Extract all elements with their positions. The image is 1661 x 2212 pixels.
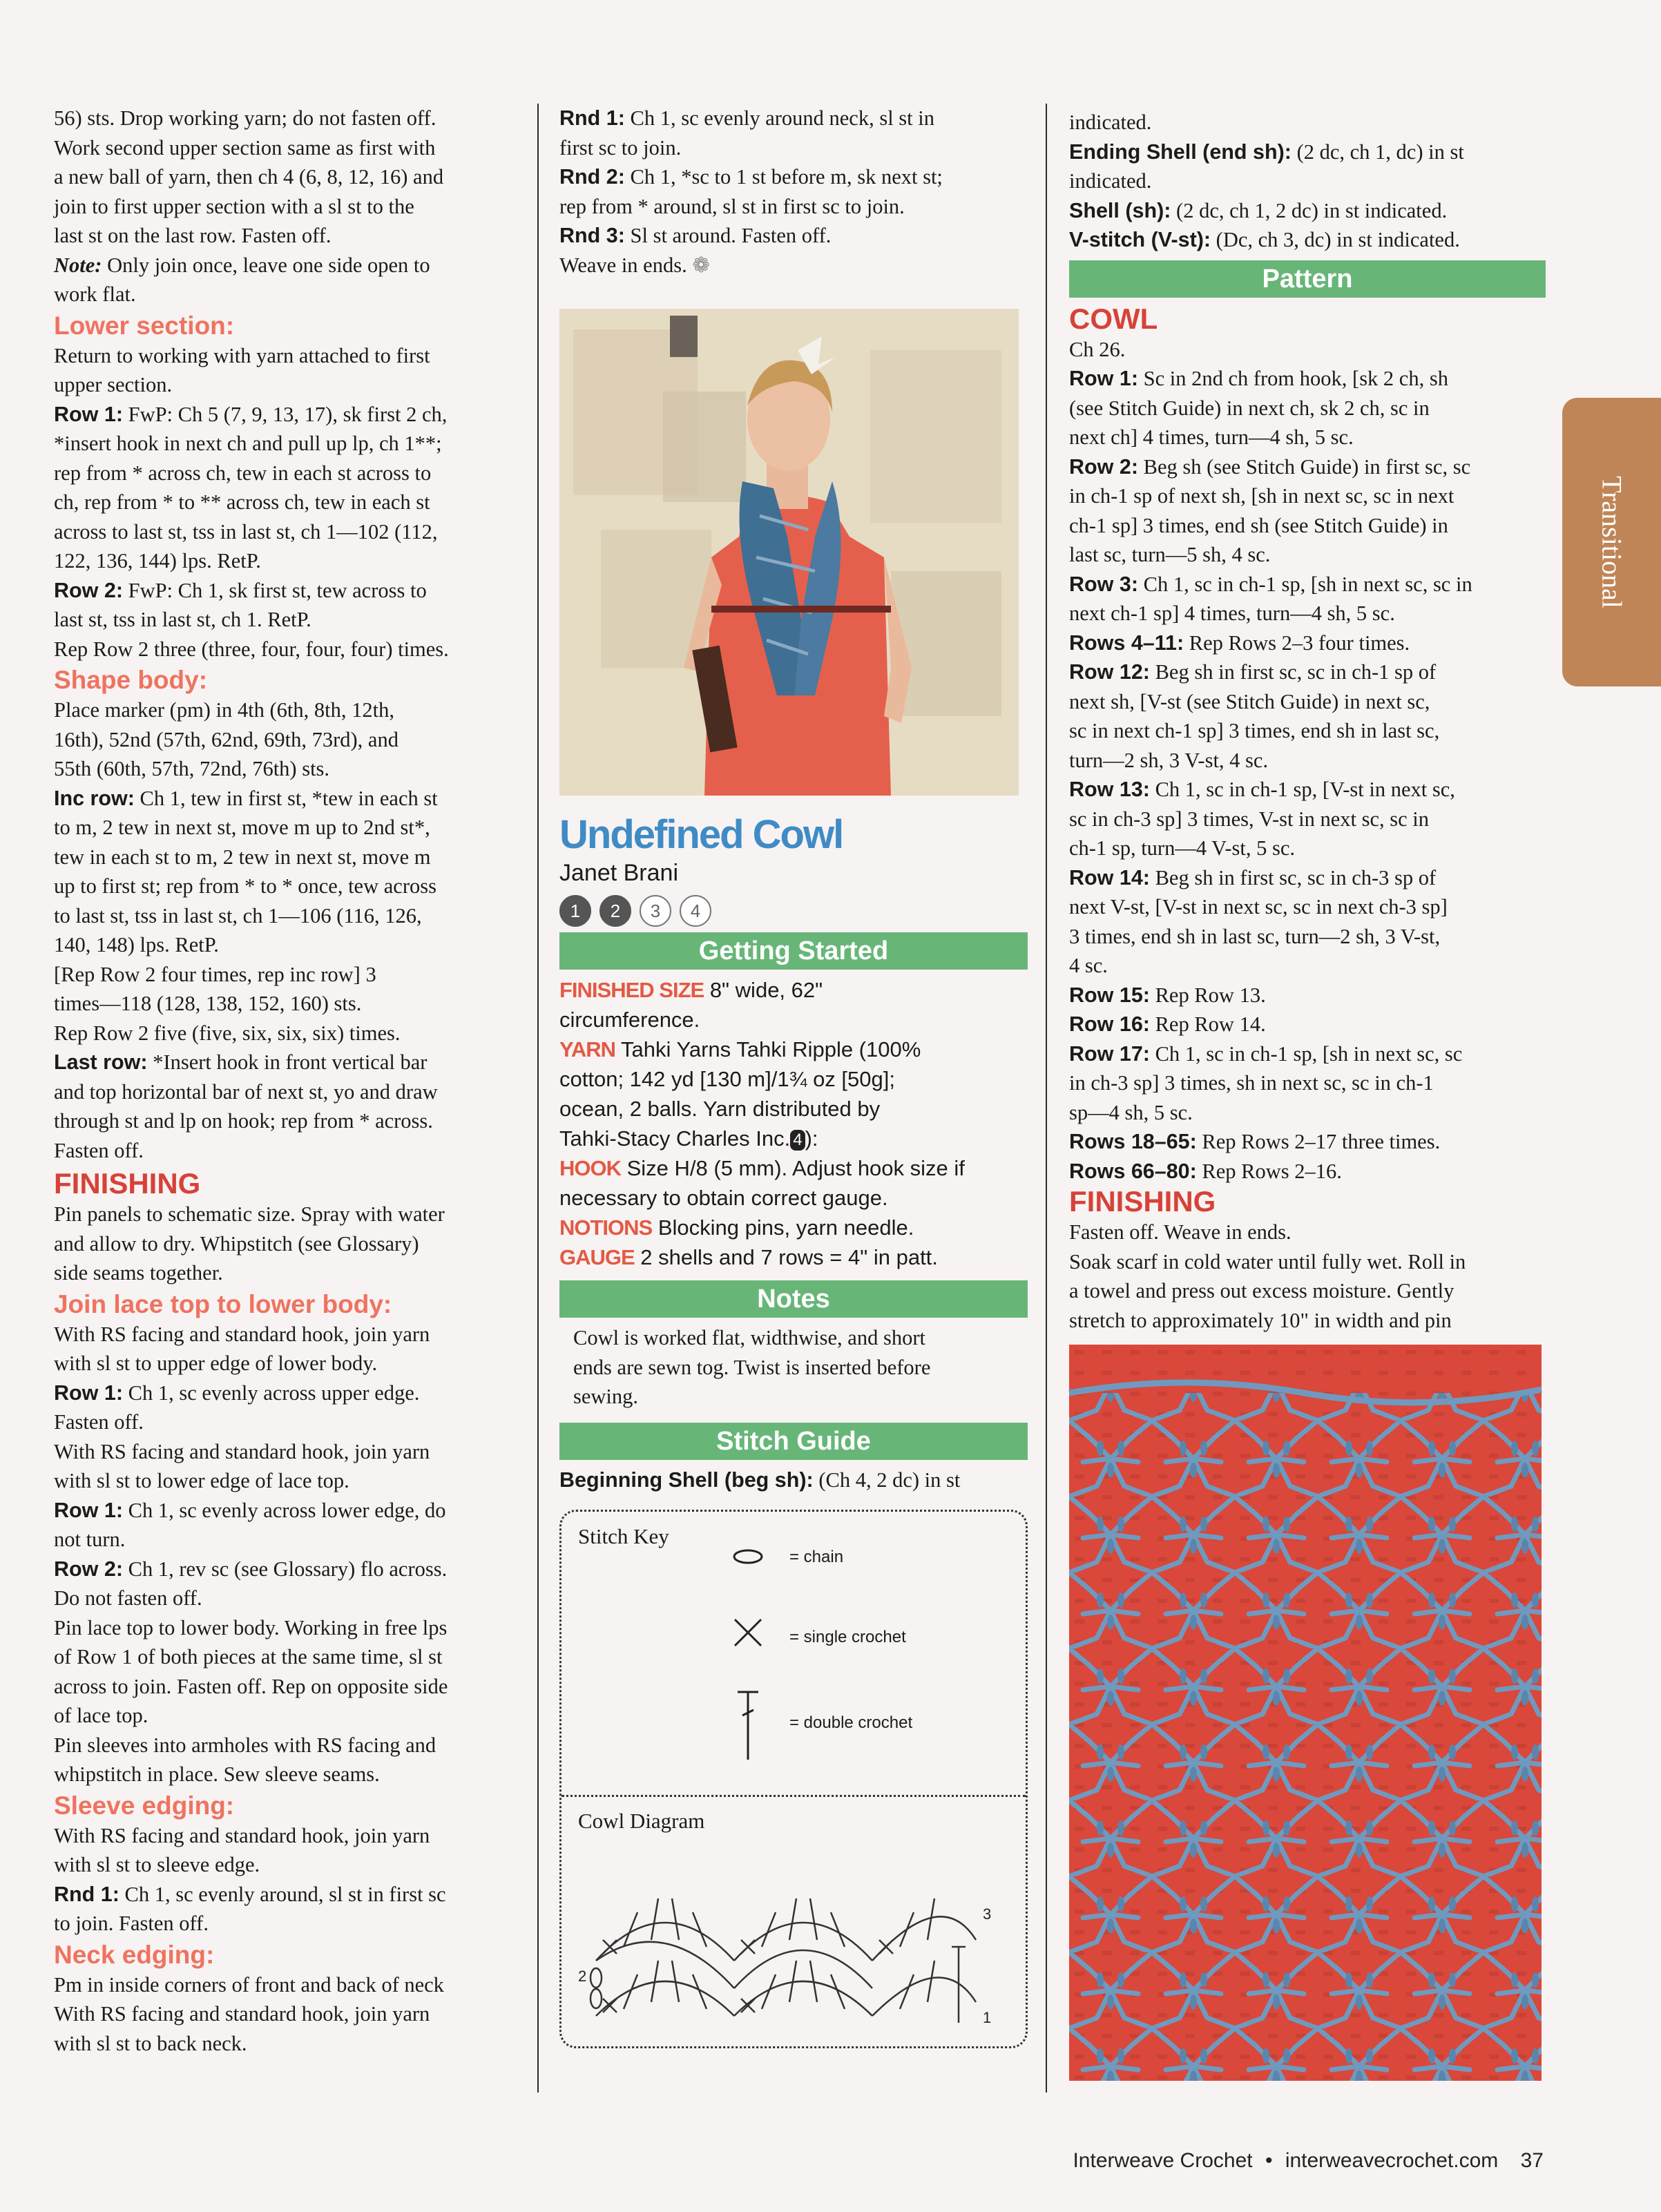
text-line: with sl st to lower edge of lace top. <box>54 1469 349 1492</box>
text-line: 16th), 52nd (57th, 62nd, 69th, 73rd), and <box>54 727 399 751</box>
neck-rnd-2 <box>559 162 1028 221</box>
text-line: up to first st; rep from * to * once, tew across <box>54 874 436 898</box>
text-line: Rep Row 2 three (three, four, four, four) times. <box>54 637 449 661</box>
diagram-row-3-label: 3 <box>983 1905 992 1923</box>
page-footer <box>1073 2149 1544 2173</box>
text-line: Ch 1, sc in ch-1 sp, [sh in next sc, sc in <box>1137 572 1472 596</box>
join-heading: Join lace top to lower body: <box>54 1289 392 1318</box>
key-dc-label: = double crochet <box>789 1713 913 1732</box>
text-line: next ch] 4 times, turn—4 sh, 5 sc. <box>1069 425 1354 449</box>
key-divider <box>561 1795 1026 1797</box>
text-line: Beg sh in first sc, sc in ch-1 sp of <box>1149 660 1437 684</box>
shape-body-text <box>54 695 518 784</box>
text-line: Weave in ends. <box>559 253 687 277</box>
diagram-row-1-label: 1 <box>983 2009 992 2026</box>
designer-name: Janet Brani <box>559 860 678 886</box>
text-line: side seams together. <box>54 1261 223 1285</box>
sleeve-edging-heading: Sleeve edging: <box>54 1791 235 1820</box>
text-line: (Dc, ch 3, dc) in st indicated. <box>1211 228 1460 251</box>
text-line: sewing. <box>573 1385 639 1408</box>
text-line: upper section. <box>54 373 173 396</box>
text-line: Cowl is worked flat, widthwise, and short <box>573 1326 925 1349</box>
lower-intro <box>54 341 518 400</box>
intro-paragraph <box>54 104 518 251</box>
text-line: Ch 1, sc evenly across upper edge. <box>122 1381 420 1405</box>
text-line: next ch-1 sp] 4 times, turn—4 sh, 5 sc. <box>1069 602 1395 625</box>
term-label: V-stitch (V-st): <box>1069 228 1211 251</box>
text-line: to last st, tss in last st, ch 1—106 (116, 126, <box>54 903 422 927</box>
text-line: Place marker (pm) in 4th (6th, 8th, 12th, <box>54 698 394 722</box>
text-line: Fasten off. Weave in ends. <box>1069 1220 1292 1244</box>
text-line: Beg sh in first sc, sc in ch-3 sp of <box>1149 865 1437 889</box>
pattern-title: Undefined Cowl <box>559 812 843 857</box>
text-line: (see Stitch Guide) in next ch, sk 2 ch, sc in <box>1069 396 1430 420</box>
text-line: 8" wide, 62" <box>704 978 823 1002</box>
text-line: with sl st to sleeve edge. <box>54 1853 260 1876</box>
beg-shell-def <box>559 1465 1028 1495</box>
repeat-row-2 <box>54 635 518 664</box>
skill-level-2: 2 <box>599 895 631 927</box>
cowl-swatch-photo[interactable] <box>1069 1345 1542 2081</box>
text-line: ends are sewn tog. Twist is inserted before <box>573 1355 931 1379</box>
key-chain-label: = chain <box>789 1548 844 1566</box>
text-line: rep from * across ch, tew in each st across to <box>54 461 432 485</box>
stitch-key-box <box>559 1510 1028 2048</box>
spec-label: FINISHED SIZE <box>559 978 704 1002</box>
pattern-row <box>1069 775 1546 863</box>
pattern-row <box>1069 452 1546 570</box>
spec-label: YARN <box>559 1037 615 1061</box>
row-label: Row 1: <box>54 1381 123 1405</box>
magazine-name: Interweave Crochet <box>1073 2149 1253 2172</box>
text-line: next sh, [V-st (see Stitch Guide) in next sc, <box>1069 689 1430 713</box>
shell-def <box>1069 196 1546 226</box>
text-line: Rep Rows 2–17 three times. <box>1196 1130 1441 1153</box>
note-paragraph <box>54 251 518 309</box>
pattern-row <box>1069 570 1546 628</box>
lower-row-1 <box>54 400 518 576</box>
text-line: Size H/8 (5 mm). Adjust hook size if <box>621 1156 965 1180</box>
text-line: through st and lp on hook; rep from * across. <box>54 1109 433 1133</box>
single-crochet-symbol-icon <box>731 1615 765 1650</box>
finishing-heading: FINISHING <box>54 1167 201 1200</box>
notes-band: Notes <box>559 1280 1028 1318</box>
row-label: Row 1: <box>1069 367 1138 390</box>
column-rule-1 <box>537 104 539 2093</box>
text-line: indicated. <box>1069 169 1152 193</box>
row-label: Row 2: <box>1069 454 1138 479</box>
text-line: Return to working with yarn attached to first <box>54 343 430 367</box>
text-line: rep from * around, sl st in first sc to join. <box>559 194 905 218</box>
text-line: Rep Row 13. <box>1149 983 1266 1007</box>
cowl-heading: COWL <box>1069 302 1158 335</box>
website-link[interactable]: interweavecrochet.com <box>1285 2149 1499 2172</box>
getting-started-specs <box>559 975 1028 1272</box>
text-line: 3 times, end sh in last sc, turn—2 sh, 3 V-st, <box>1069 924 1441 948</box>
cowl-diagram-title: Cowl Diagram <box>578 1809 705 1833</box>
cowl-model-photo[interactable] <box>559 309 1019 796</box>
text-line: next V-st, [V-st in next sc, sc in next ch-3 sp] <box>1069 895 1448 919</box>
text-line: to join. Fasten off. <box>54 1912 209 1935</box>
text-line: Soak scarf in cold water until fully wet. Roll in <box>1069 1249 1466 1273</box>
neck-text <box>54 1970 518 2059</box>
row-label: Row 1: <box>54 402 123 426</box>
join-row-2 <box>54 1555 518 1789</box>
text-line: work flat. <box>54 282 136 306</box>
text-line: [Rep Row 2 four times, rep inc row] 3 <box>54 962 376 986</box>
text-line: last st, tss in last st, ch 1. RetP. <box>54 608 311 631</box>
ending-shell-def <box>1069 137 1546 196</box>
join-row-1b <box>54 1496 518 1555</box>
model-illustration <box>559 309 1019 796</box>
text-line: Work second upper section same as first with <box>54 135 436 160</box>
text-line: not turn. <box>54 1528 126 1551</box>
indicated-line <box>1069 108 1546 137</box>
text-line: Rep Row 14. <box>1149 1012 1266 1036</box>
neck-rnd-3 <box>559 221 1028 280</box>
pattern-row <box>1069 1010 1546 1039</box>
row-label: Row 2: <box>54 1557 123 1581</box>
column-right <box>1069 108 1546 2081</box>
lower-row-2 <box>54 576 518 635</box>
text-line: Pin panels to schematic size. Spray with water <box>54 1202 445 1226</box>
lace-swatch-illustration <box>1069 1345 1542 2081</box>
text-line: first sc to join. <box>559 135 682 160</box>
foundation-chain: Ch 26. <box>1069 337 1126 361</box>
text-line: to m, 2 tew in next st, move m up to 2nd st*, <box>54 816 430 839</box>
text-line: stretch to approximately 10" in width and pin <box>1069 1308 1452 1332</box>
text-line: with sl st to back neck. <box>54 2031 247 2055</box>
text-line: Rep Rows 2–16. <box>1196 1159 1342 1183</box>
text-line: Tahki Yarns Tahki Ripple (100% <box>615 1037 921 1061</box>
row-label: Rows 66–80: <box>1069 1159 1197 1183</box>
row-label: Row 1: <box>54 1498 123 1522</box>
text-line: sc in ch-3 sp] 3 times, V-st in next sc, sc in <box>1069 807 1430 831</box>
pattern-row <box>1069 1157 1546 1186</box>
text-line: indicated. <box>1069 110 1152 134</box>
text-line: With RS facing and standard hook, join yarn <box>54 1439 430 1463</box>
text-line: (2 dc, ch 1, dc) in st <box>1291 140 1464 164</box>
row-label: Rnd 2: <box>559 165 625 189</box>
section-tab-label: Transitional <box>1596 476 1627 608</box>
row-label: Row 13: <box>1069 778 1150 801</box>
column-rule-2 <box>1046 104 1047 2093</box>
text-line: Ch 1, sc evenly around neck, sl st in <box>624 106 934 130</box>
term-label: Beginning Shell (beg sh): <box>559 1468 814 1492</box>
text-line: 55th (60th, 57th, 72nd, 76th) sts. <box>54 757 330 780</box>
row-label: Row 15: <box>1069 983 1150 1007</box>
vstitch-def <box>1069 225 1546 255</box>
section-tab[interactable] <box>1562 398 1661 686</box>
text-line: across to join. Fasten off. Rep on opposite side <box>54 1674 448 1698</box>
text-line: Ch 1, *sc to 1 st before m, sk next st; <box>624 165 943 189</box>
text-line: Pin sleeves into armholes with RS facing and <box>54 1733 436 1757</box>
text-line: Rep Rows 2–3 four times. <box>1184 631 1410 655</box>
text-line: with sl st to upper edge of lower body. <box>54 1352 378 1375</box>
text-line: a towel and press out excess moisture. Gently <box>1069 1279 1454 1302</box>
spec-label: GAUGE <box>559 1245 635 1269</box>
text-line: and top horizontal bar of next st, yo and draw <box>54 1079 438 1104</box>
row-label: Rows 18–65: <box>1069 1130 1197 1153</box>
pattern-row <box>1069 364 1546 452</box>
row-label: Last row: <box>54 1050 148 1074</box>
finishing-text <box>54 1200 518 1288</box>
pattern-row <box>1069 657 1546 775</box>
text-line: Only join once, leave one side open to <box>102 253 430 277</box>
text-line: FwP: Ch 5 (7, 9, 13, 17), sk first 2 ch, <box>122 402 448 426</box>
text-line: 56) sts. Drop working yarn; do not fasten off. <box>54 106 436 130</box>
column-middle <box>559 104 1028 2048</box>
footer-separator: • <box>1265 2149 1273 2172</box>
pattern-row <box>1069 1127 1546 1157</box>
yarn-weight-icon: 4 <box>790 1130 805 1151</box>
pattern-row <box>1069 981 1546 1010</box>
pattern-row <box>1069 628 1546 658</box>
text-line: whipstitch in place. Sew sleeve seams. <box>54 1762 380 1786</box>
last-row <box>54 1048 518 1165</box>
text-line: With RS facing and standard hook, join yarn <box>54 1823 430 1847</box>
neck-rnd-1 <box>559 104 1028 162</box>
text-line: 4 sc. <box>1069 954 1108 977</box>
join-text <box>54 1320 518 1378</box>
pattern-row <box>1069 1039 1546 1128</box>
text-line: ch-1 sp, turn—4 V-st, 5 sc. <box>1069 836 1296 860</box>
inc-row <box>54 784 518 1048</box>
cowl-diagram <box>575 1843 990 2030</box>
row-label: Row 2: <box>54 578 123 602</box>
row-label: Rnd 3: <box>559 224 625 247</box>
row-label: Row 16: <box>1069 1012 1150 1036</box>
row-label: Inc row: <box>54 786 135 810</box>
text-line: Fasten off. <box>54 1138 144 1162</box>
row-label: Rnd 1: <box>54 1882 119 1906</box>
text-line: Sl st around. Fasten off. <box>624 224 832 247</box>
text-line: necessary to obtain correct gauge. <box>559 1186 888 1210</box>
text-line: in ch-1 sp of next sh, [sh in next sc, sc in next <box>1069 484 1454 508</box>
text-line: a new ball of yarn, then ch 4 (6, 8, 12, 16) and <box>54 165 444 189</box>
pattern-band: Pattern <box>1069 260 1546 298</box>
text-line: Sc in 2nd ch from hook, [sk 2 ch, sh <box>1137 367 1448 390</box>
text-line: times—118 (128, 138, 152, 160) sts. <box>54 992 362 1015</box>
text-line: in ch-3 sp] 3 times, sh in next sc, sc in ch-1 <box>1069 1071 1434 1095</box>
text-line: (2 dc, ch 1, 2 dc) in st indicated. <box>1171 198 1448 222</box>
text-line: ch, rep from * to ** across ch, tew in each st <box>54 490 430 514</box>
end-flower-icon: ❁ <box>692 253 710 277</box>
text-line: Rep Row 2 five (five, six, six, six) times. <box>54 1021 401 1045</box>
getting-started-band: Getting Started <box>559 932 1028 970</box>
sleeve-text <box>54 1821 518 1880</box>
text-line: *insert hook in next ch and pull up lp, ch 1**; <box>54 432 442 455</box>
text-line: Ch 1, sc in ch-1 sp, [V-st in next sc, <box>1149 778 1455 801</box>
text-line: of lace top. <box>54 1704 148 1727</box>
text-line: sp—4 sh, 5 sc. <box>1069 1100 1193 1124</box>
text-line: across to last st, tss in last st, ch 1—102 (112, <box>54 519 438 544</box>
row-label: Row 14: <box>1069 865 1150 889</box>
text-line: sc in next ch-1 sp] 3 times, end sh in last sc, <box>1069 719 1440 742</box>
join-row-1 <box>54 1378 518 1496</box>
text-line: join to first upper section with a sl st to the <box>54 194 414 218</box>
sleeve-rnd-1 <box>54 1880 518 1939</box>
skill-level-3: 3 <box>640 895 671 927</box>
text-line: circumference. <box>559 1008 700 1032</box>
text-line: 140, 148) lps. RetP. <box>54 933 219 956</box>
row-label: Row 3: <box>1069 572 1138 596</box>
text-line: tew in each st to m, 2 tew in next st, move m <box>54 845 431 869</box>
text-line: Ch 1, rev sc (see Glossary) flo across. <box>122 1557 448 1581</box>
text-line: 122, 136, 144) lps. RetP. <box>54 549 261 573</box>
row-label: Rows 4–11: <box>1069 631 1184 655</box>
note-label: Note: <box>54 253 102 277</box>
row-label: Rnd 1: <box>559 106 625 130</box>
skill-level-1: 1 <box>559 895 591 927</box>
chain-symbol-icon <box>727 1546 769 1567</box>
text-line: Beg sh (see Stitch Guide) in first sc, sc <box>1137 454 1471 479</box>
text-line: With RS facing and standard hook, join yarn <box>54 1322 430 1346</box>
text-line: With RS facing and standard hook, join yarn <box>54 2002 430 2026</box>
page-number: 37 <box>1520 2149 1544 2172</box>
row-label: Row 17: <box>1069 1041 1150 1066</box>
text-line: Fasten off. <box>54 1410 144 1434</box>
row-label: Row 12: <box>1069 660 1150 684</box>
text-line: Blocking pins, yarn needle. <box>652 1215 914 1240</box>
term-label: Ending Shell (end sh): <box>1069 140 1292 164</box>
term-label: Shell (sh): <box>1069 198 1171 222</box>
text-line: ch-1 sp] 3 times, end sh (see Stitch Guide) in <box>1069 513 1448 537</box>
text-line: last sc, turn—5 sh, 4 sc. <box>1069 543 1271 566</box>
shape-body-heading: Shape body: <box>54 666 208 694</box>
text-line: FwP: Ch 1, sk first st, tew across to <box>122 578 427 602</box>
text-line: 2 shells and 7 rows = 4" in patt. <box>634 1245 938 1269</box>
text-line: Pin lace top to lower body. Working in free lps <box>54 1615 448 1639</box>
term-text: (Ch 4, 2 dc) in st <box>813 1468 961 1492</box>
text-line: ocean, 2 balls. Yarn distributed by <box>559 1097 881 1121</box>
column-left <box>54 104 518 2058</box>
text-line: *Insert hook in front vertical bar <box>147 1050 428 1074</box>
notes-text <box>559 1323 1028 1412</box>
text-line: turn—2 sh, 3 V-st, 4 sc. <box>1069 748 1269 772</box>
pattern-rows <box>1069 364 1546 1186</box>
lower-section-heading: Lower section: <box>54 311 235 340</box>
yarn-after: ): <box>805 1126 818 1151</box>
text-line: cotton; 142 yd [130 m]/1¾ oz [50g]; <box>559 1067 895 1091</box>
text-line: Tahki-Stacy Charles Inc. <box>559 1126 791 1151</box>
text-line: and allow to dry. Whipstitch (see Glossary) <box>54 1231 419 1256</box>
double-crochet-symbol-icon <box>731 1688 765 1764</box>
spec-label: NOTIONS <box>559 1215 653 1240</box>
text-line: Pm in inside corners of front and back of neck <box>54 1972 444 1997</box>
text-line: Ch 1, tew in first st, *tew in each st <box>134 786 438 810</box>
diagram-row-2-label: 2 <box>578 1968 587 1985</box>
neck-edging-heading: Neck edging: <box>54 1940 215 1969</box>
text-line: last st on the last row. Fasten off. <box>54 224 332 247</box>
text-line: Ch 1, sc in ch-1 sp, [sh in next sc, sc <box>1149 1041 1463 1066</box>
skill-level <box>559 895 1028 927</box>
text-line: Ch 1, sc evenly across lower edge, do <box>122 1498 446 1522</box>
skill-level-4: 4 <box>680 895 711 927</box>
stitch-key-title: Stitch Key <box>578 1524 669 1548</box>
text-line: Ch 1, sc evenly around, sl st in first sc <box>119 1882 446 1906</box>
text-line: of Row 1 of both pieces at the same time, sl st <box>54 1645 443 1668</box>
pattern-row <box>1069 863 1546 981</box>
cowl-finishing-heading: FINISHING <box>1069 1185 1216 1218</box>
key-sc-label: = single crochet <box>789 1628 906 1646</box>
cowl-finishing-text <box>1069 1218 1546 1335</box>
spec-label: HOOK <box>559 1156 621 1180</box>
text-line: Do not fasten off. <box>54 1586 202 1610</box>
stitch-guide-band: Stitch Guide <box>559 1423 1028 1460</box>
